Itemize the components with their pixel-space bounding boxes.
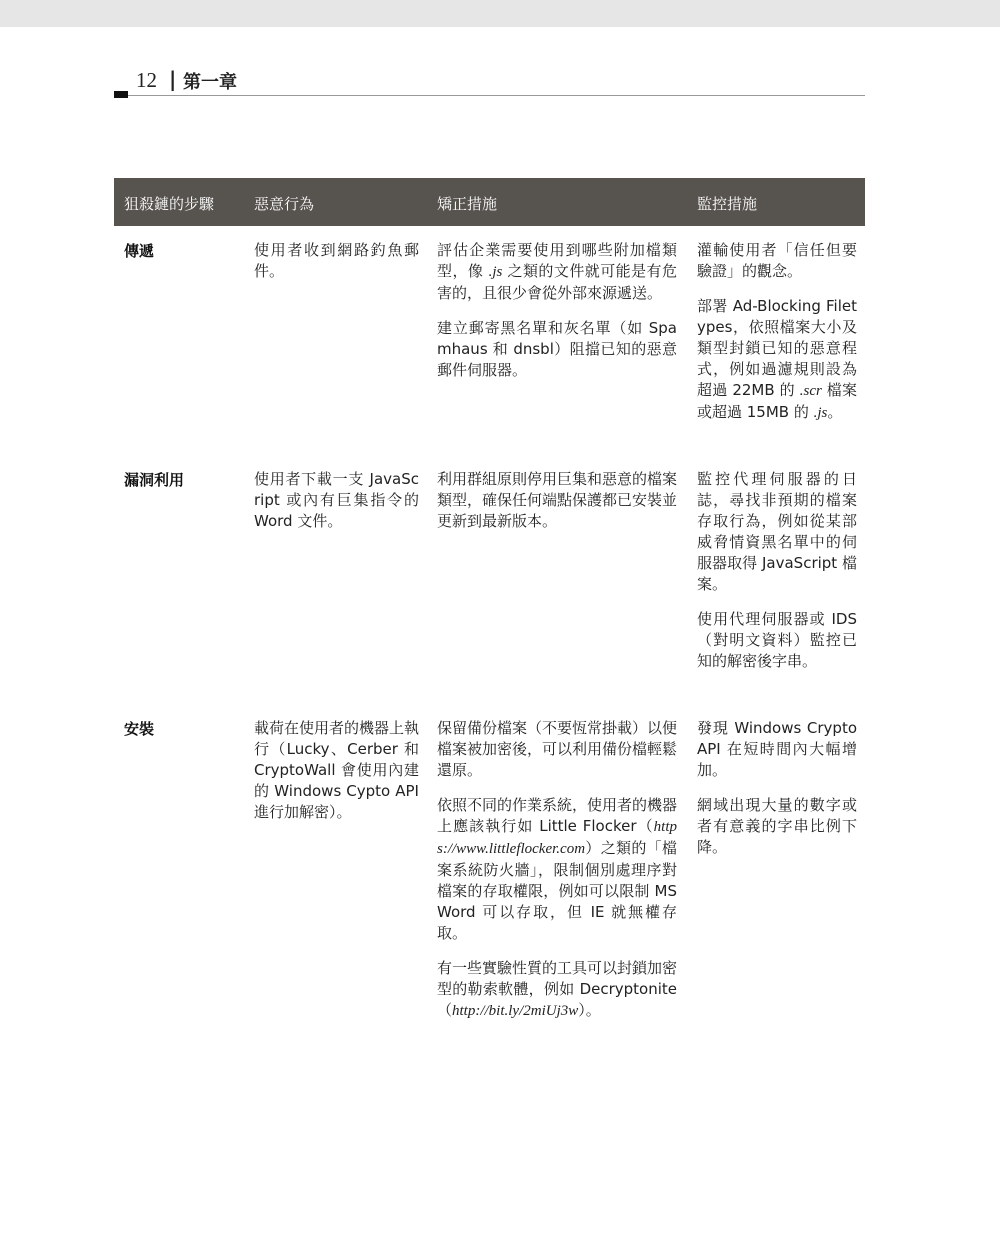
monitoring-paragraph: 灌輸使用者「信任但要驗證」的觀念。 bbox=[697, 241, 857, 280]
row-monitoring bbox=[697, 240, 857, 424]
top-bar bbox=[0, 0, 1000, 27]
url-link: http://bit.ly/2miUj3w bbox=[452, 1003, 579, 1019]
remediation-paragraph: 保留備份檔案（不要恆常掛載）以便檔案被加密後，可以利用備份檔輕鬆還原。 bbox=[437, 719, 678, 779]
row-remediation bbox=[437, 718, 677, 1022]
header-remediation: 矯正措施 bbox=[437, 195, 498, 213]
table-header bbox=[114, 178, 865, 226]
header-monitoring: 監控措施 bbox=[697, 195, 758, 213]
monitoring-paragraph: 監控代理伺服器的日誌，尋找非預期的檔案存取行為，例如從某部威脅情資黑名單中的伺服器取得 JavaScript 檔案。 bbox=[697, 470, 857, 593]
row-step: 漏洞利用 bbox=[124, 471, 185, 489]
remediation-paragraph: 評估企業需要使用到哪些附加檔類型，像 .js 之類的文件就可能是有危害的，且很少會從外部來源遞送。 bbox=[437, 241, 677, 302]
header-rule bbox=[128, 95, 865, 96]
row-monitoring bbox=[697, 718, 857, 858]
row-remediation bbox=[437, 469, 677, 532]
header-separator: | bbox=[169, 67, 177, 91]
row-malicious bbox=[254, 240, 419, 282]
kill-chain-table bbox=[114, 178, 865, 1019]
header-step: 狙殺鏈的步驟 bbox=[124, 195, 215, 213]
url-link: https://www.littleflocker.com bbox=[437, 819, 677, 857]
row-monitoring bbox=[697, 469, 857, 672]
chapter-title: 第一章 bbox=[183, 72, 237, 93]
remediation-paragraph: 有一些實驗性質的工具可以封鎖加密型的勒索軟體，例如 Decryptonite（http://bit.ly/2miUj3w）。 bbox=[437, 959, 678, 1019]
row-step: 傳遞 bbox=[124, 242, 155, 260]
page-header bbox=[114, 66, 865, 98]
remediation-paragraph: 依照不同的作業系統，使用者的機器上應該執行如 Little Flocker（https://www.littleflocker.com）之類的「檔案系統防火牆」，限制個別處理序對檔案的存取權限，例如可以限制 MS Word 可以存取，但 IE 就無權存取。 bbox=[437, 796, 678, 942]
row-malicious bbox=[254, 718, 419, 823]
row-malicious bbox=[254, 469, 419, 532]
page-number: 12 bbox=[136, 68, 157, 92]
remediation-paragraph: 利用群組原則停用巨集和惡意的檔案類型，確保任何端點保護都已安裝並更新到最新版本。 bbox=[437, 470, 678, 530]
header-malicious: 惡意行為 bbox=[254, 195, 315, 213]
remediation-paragraph: 建立郵寄黑名單和灰名單（如 Spamhaus 和 dnsbl）阻擋已知的惡意郵件伺服器。 bbox=[437, 319, 677, 379]
malicious-text: 載荷在使用者的機器上執行（Lucky、Cerber 和 CryptoWall 會使用內建的 Windows Cypto API 進行加解密）。 bbox=[254, 719, 420, 821]
header-mark bbox=[114, 91, 128, 98]
malicious-text: 使用者下載一支 JavaScript 或內有巨集指令的 Word 文件。 bbox=[254, 470, 419, 530]
row-step: 安裝 bbox=[124, 720, 155, 738]
monitoring-paragraph: 使用代理伺服器或 IDS（對明文資料）監控已知的解密後字串。 bbox=[697, 610, 857, 670]
malicious-text: 使用者收到網路釣魚郵件。 bbox=[254, 241, 419, 280]
monitoring-paragraph: 發現 Windows Crypto API 在短時間內大幅增加。 bbox=[697, 719, 857, 779]
row-remediation bbox=[437, 240, 677, 381]
monitoring-paragraph: 網域出現大量的數字或者有意義的字串比例下降。 bbox=[697, 796, 857, 856]
monitoring-paragraph: 部署 Ad-Blocking Filetypes，依照檔案大小及類型封鎖已知的惡意程式，例如過濾規則設為超過 22MB 的 .scr 檔案或超過 15MB 的 .js。 bbox=[697, 297, 857, 421]
